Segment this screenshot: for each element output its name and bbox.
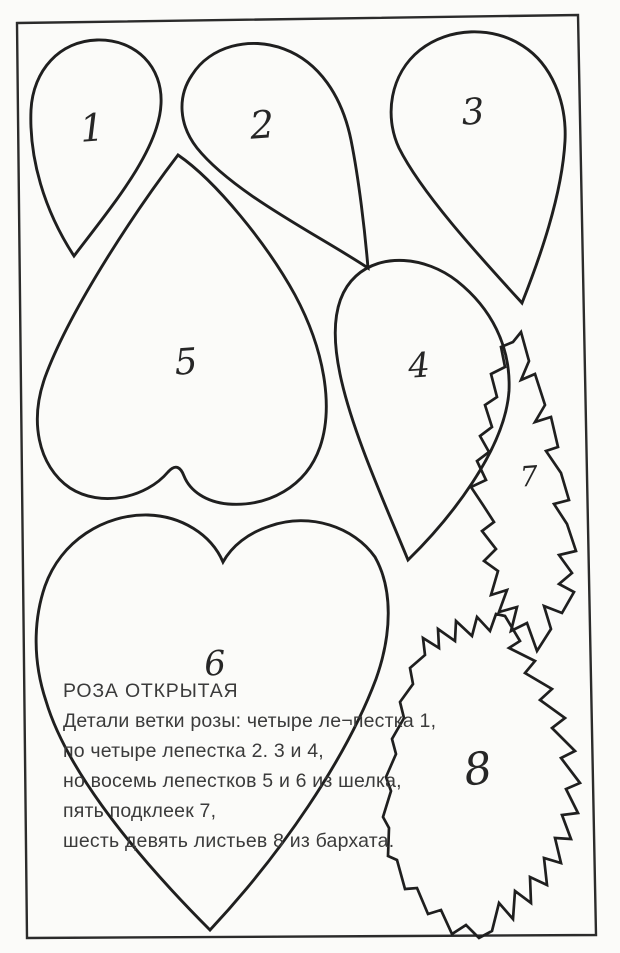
piece-number-5: 5 xyxy=(173,341,199,384)
caption-line-3: но восемь лепестков 5 и 6 из шелка, xyxy=(63,770,402,792)
caption-line-2: по четыре лепестка 2. 3 и 4, xyxy=(63,740,324,762)
caption-line-5: шесть девять листьев 8 из бархата. xyxy=(63,830,395,852)
petal-4-outline xyxy=(335,260,509,560)
piece-number-6: 6 xyxy=(202,643,228,685)
piece-number-3: 3 xyxy=(460,91,486,134)
caption-line-4: пять подклеек 7, xyxy=(63,800,217,822)
piece-number-1: 1 xyxy=(78,105,106,151)
caption-line-1: Детали ветки розы: четыре ле¬пестка 1, xyxy=(63,710,437,732)
petal-5-outline xyxy=(37,155,326,504)
caption-block xyxy=(63,676,543,856)
piece-number-7: 7 xyxy=(518,459,540,494)
piece-number-8: 8 xyxy=(460,742,496,797)
piece-number-4: 4 xyxy=(406,345,432,387)
petal-2-outline xyxy=(182,43,368,268)
pattern-title: РОЗА ОТКРЫТАЯ xyxy=(63,680,239,702)
piece-number-2: 2 xyxy=(248,102,276,148)
